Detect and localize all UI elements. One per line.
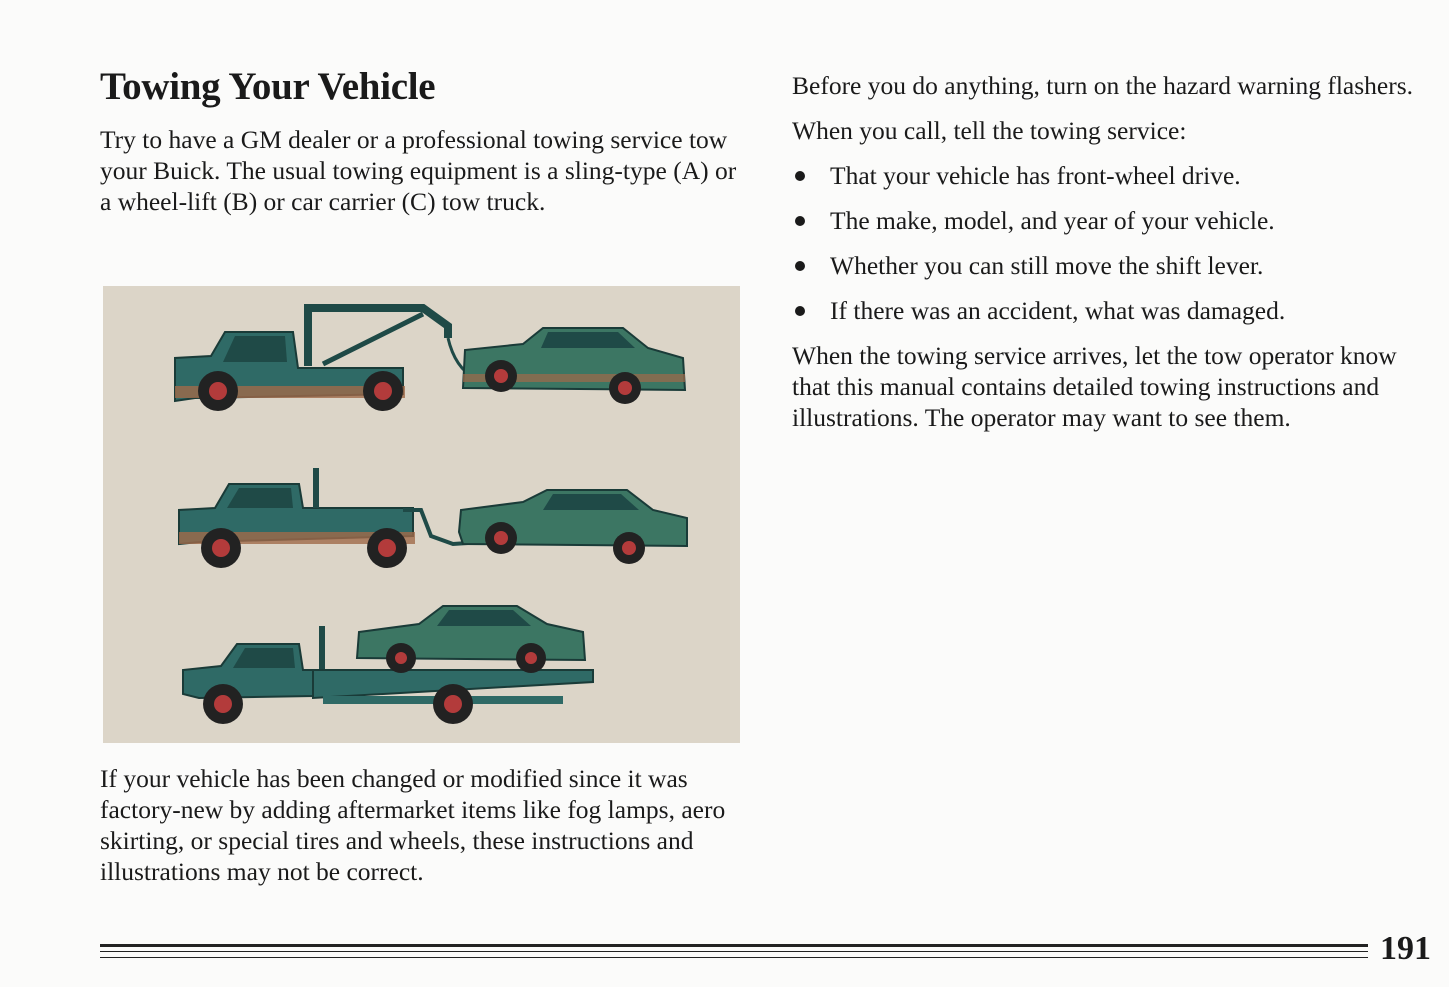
footer-rule (100, 951, 1368, 952)
list-item: If there was an accident, what was damaged. (792, 295, 1422, 326)
list-item: Whether you can still move the shift lever. (792, 250, 1422, 281)
towing-illustration (103, 286, 740, 743)
page-number: 191 (1380, 930, 1431, 967)
bullet-icon (795, 261, 805, 271)
bullet-icon (795, 216, 805, 226)
sling-tow-truck (175, 308, 485, 411)
towed-car-a (463, 328, 685, 404)
bullet-icon (795, 306, 805, 316)
call-intro: When you call, tell the towing service: (792, 116, 1187, 145)
wheel-lift-tow-truck (179, 468, 483, 568)
footer-rule (100, 957, 1368, 958)
towed-car-b (459, 490, 687, 564)
carried-car-c (357, 606, 585, 673)
list-item: That your vehicle has front-wheel drive. (792, 160, 1422, 191)
bullet-icon (795, 171, 805, 181)
page-title: Towing Your Vehicle (100, 65, 436, 108)
call-checklist (792, 160, 1422, 326)
modification-note: If your vehicle has been changed or modified since it was factory-new by adding aftermarket items like fog lamps, aero skirting, or special tires and wheels, these instructions and illustrations may not be correct. (100, 764, 726, 886)
arrival-paragraph: When the towing service arrives, let the tow operator know that this manual contains detailed towing instructions and illustrations. The operator may want to see them. (792, 341, 1397, 432)
footer-rule (100, 944, 1368, 947)
right-column (792, 70, 1422, 447)
hazard-paragraph: Before you do anything, turn on the hazard warning flashers. (792, 71, 1414, 100)
list-item: The make, model, and year of your vehicle. (792, 205, 1422, 236)
intro-paragraph: Try to have a GM dealer or a professional towing service tow your Buick. The usual towing equipment is a sling-type (A) or a wheel-lift (B) or car carrier (C) tow truck. (100, 125, 737, 216)
